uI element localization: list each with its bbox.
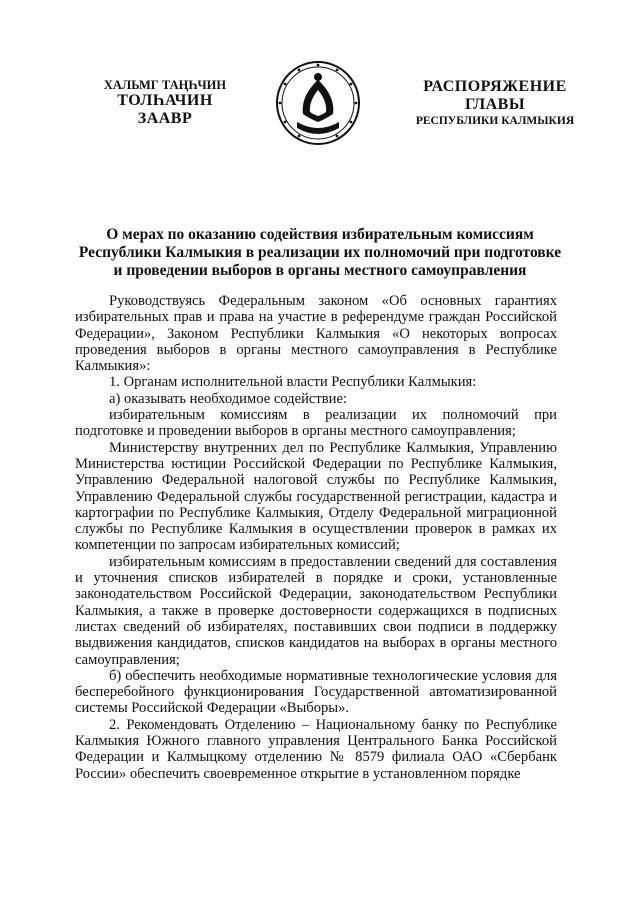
document-header <box>0 60 640 150</box>
document-body <box>75 293 557 782</box>
title-line-2: Республики Калмыкия в реализации их полномочий при подготовке <box>78 244 562 262</box>
paragraph-item-1b: б) обеспечить необходимые нормативные технологические условия для бесперебойного функционирования Государственной автоматизированной системы Российской Федерации «Выборы». <box>75 667 557 717</box>
paragraph-ministry: Министерству внутренних дел по Республике Калмыкия, Управлению Министерства юстиции Российской Федерации по Республике Калмыкия, Управлению Федеральной налоговой службы по Республике Калмыкия, Управлению Федеральной службы государственной регистрации, кадастра и картографии по Республике Калмыкия, Отделу Федеральной миграционной службы по Республике Калмыкия в осуществлении проверок в рамках их компетенции по запросам избирательных комиссий; <box>75 439 557 554</box>
header-left-line-3: ЗААВР <box>137 109 193 127</box>
header-left-line-2: ТОЛҺАЧИН <box>117 92 213 109</box>
paragraph-preamble: Руководствуясь Федеральным законом «Об основных гарантиях избирательных прав и права на участие в референдуме граждан Российской Федерации», Законом Республики Калмыкия «О некоторых вопросах проведения выборов в органы местного самоуправления в Республике Калмыкия»: <box>75 293 557 375</box>
title-line-3: и проведении выборов в органы местного самоуправления <box>113 262 527 280</box>
paragraph-item-2: 2. Рекомендовать Отделению – Национальному банку по Республике Калмыкия Южного главного управления Центрального Банка Российской Федерации и Калмыцкому отделению № 8579 филиала ОАО «Сбербанк России» обеспечить своевременное открытие в установленном порядке <box>75 716 557 782</box>
header-right-line-1: РАСПОРЯЖЕНИЕ <box>423 78 567 95</box>
kalmykia-coat-of-arms-icon <box>275 60 361 146</box>
title-line-1: О мерах по оказанию содействия избирательным комиссиям <box>106 226 534 243</box>
header-right-russian <box>405 78 585 128</box>
header-right-line-2: ГЛАВЫ <box>464 96 526 114</box>
paragraph-commissions: избирательным комиссиям в реализации их полномочий при подготовке и проведении выборов в органы местного самоуправления; <box>75 407 557 440</box>
paragraph-voter-lists: избирательным комиссиям в предоставлении сведений для составления и уточнения списков избирателей в порядке и сроки, установленные законодательством Российской Федерации, законодательством Республики Калмыкия, а также в проверке достоверности содержащихся в подписных листах сведений об избирателях, поставивших свои подписи в поддержку выдвижения кандидатов, списков кандидатов на выборах в органы местного самоуправления; <box>75 553 557 668</box>
document-title <box>70 226 570 280</box>
paragraph-item-1: 1. Органам исполнительной власти Республики Калмыкия: <box>109 374 477 391</box>
paragraph-item-1a: а) оказывать необходимое содействие: <box>109 390 347 407</box>
header-left-line-1: ХАЛЬМГ ТАҢҺЧИН <box>103 78 227 92</box>
header-left-kalmyk <box>95 78 235 128</box>
header-right-line-3: РЕСПУБЛИКИ КАЛМЫКИЯ <box>415 114 575 127</box>
